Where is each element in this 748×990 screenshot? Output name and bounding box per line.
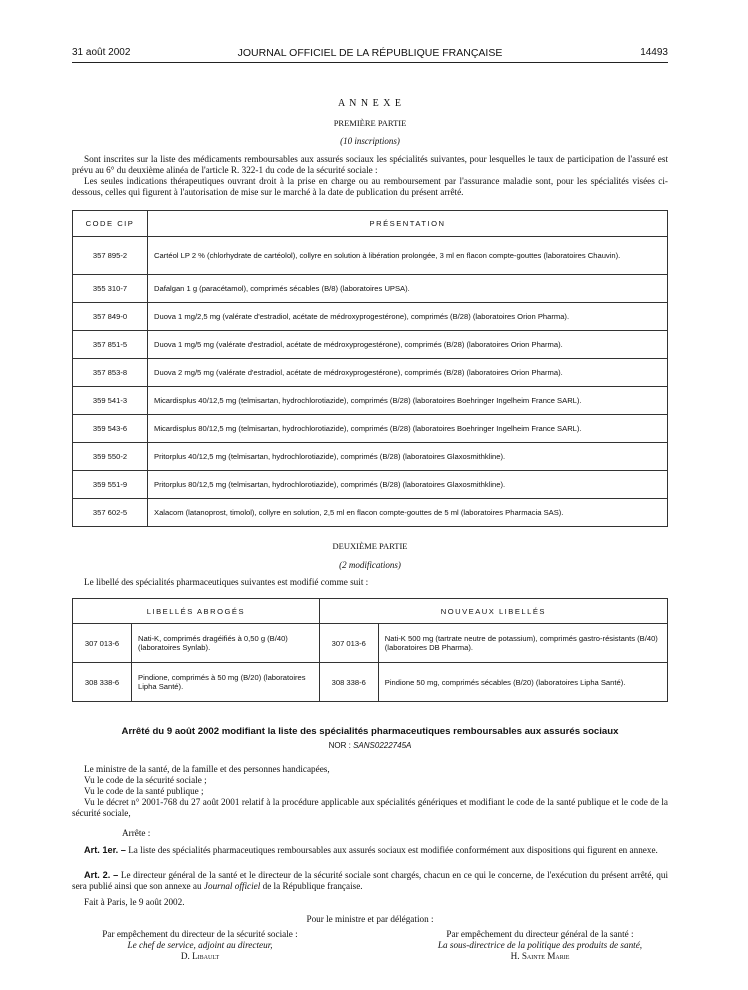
signature-right — [395, 929, 685, 962]
art1-label: Art. 1er. – — [84, 845, 126, 855]
cip-code: 357 602-5 — [73, 499, 148, 527]
sig-right-name: H. Sainte Marie — [510, 951, 570, 961]
table-row — [73, 471, 668, 499]
sig-left-line1: Par empêchement du directeur de la sécurité sociale : — [102, 929, 298, 939]
old-cip-code: 307 013-6 — [73, 624, 132, 663]
table-row — [73, 624, 668, 663]
vise-csp: Vu le code de la santé publique ; — [84, 786, 204, 796]
new-label: Nati-K 500 mg (tartrate neutre de potassium), comprimés gastro-résistants (B/40) (laboratoires DB Pharma). — [378, 624, 667, 663]
vise-css: Vu le code de la sécurité sociale ; — [84, 775, 207, 785]
arrete-word: Arrête : — [122, 828, 151, 838]
nor-reference — [72, 741, 668, 750]
table-row — [73, 303, 668, 331]
part2-intro: Le libellé des spécialités pharmaceutiques suivantes est modifié comme suit : — [84, 577, 369, 587]
table-row — [73, 275, 668, 303]
arrete-title: Arrêté du 9 août 2002 modifiant la liste des spécialités pharmaceutiques remboursables aux assurés sociaux — [121, 726, 619, 737]
header-rule — [72, 62, 668, 63]
part2-subtitle: (2 modifications) — [339, 560, 401, 570]
table-row — [73, 359, 668, 387]
inscriptions-table — [72, 210, 668, 527]
old-label: Pindione, comprimés à 50 mg (B/20) (laboratoires Lipha Santé). — [132, 663, 320, 702]
table-row — [73, 387, 668, 415]
pour-le-ministre: Pour le ministre et par délégation : — [306, 914, 434, 924]
part2-title: DEUXIÈME PARTIE — [332, 541, 408, 551]
presentation: Micardisplus 40/12,5 mg (telmisartan, hydrochlorotiazide), comprimés (B/28) (laboratoires Boehringer Ingelheim France SARL). — [148, 387, 668, 415]
nor-label: NOR : — [328, 741, 351, 750]
cip-code: 355 310-7 — [73, 275, 148, 303]
nor-code: SANS0222745A — [353, 741, 412, 750]
art2-label: Art. 2. – — [84, 870, 119, 880]
signature-left — [60, 929, 340, 962]
sig-left-line2: Le chef de service, adjoint au directeur, — [127, 940, 273, 950]
new-cip-code: 307 013-6 — [319, 624, 378, 663]
part1-intro-1: Sont inscrites sur la liste des médicaments remboursables aux assurés sociaux les spécialités suivantes, pour lesquelles le taux de participation de l'assuré est prévu au 6° du deuxième alinéa de l'article R. 322-1 du code de la sécurité sociale : — [72, 154, 668, 175]
presentation: Duova 1 mg/2,5 mg (valérate d'estradiol, acétate de médroxyprogestérone), comprimés (B/28) (laboratoires Orion Pharma). — [148, 303, 668, 331]
new-label: Pindione 50 mg, comprimés sécables (B/20) (laboratoires Lipha Santé). — [378, 663, 667, 702]
art2-journal: Journal officiel — [203, 881, 261, 891]
cip-code: 357 851-5 — [73, 331, 148, 359]
table-row — [73, 237, 668, 275]
presentation: Xalacom (latanoprost, timolol), collyre en solution, 2,5 ml en flacon compte-gouttes de 5 ml (laboratoires Pharmacia SAS). — [148, 499, 668, 527]
part1-title: PREMIÈRE PARTIE — [333, 118, 407, 128]
part1-intro-2: Les seules indications thérapeutiques ouvrant droit à la prise en charge ou au remboursement par l'assurance maladie sont, pour les spécialités visées ci-dessous, celles qui figurent à l'autorisation de mise sur le marché à la date de publication du présent arrêté. — [72, 176, 668, 197]
modifications-table — [72, 598, 668, 702]
table-row — [73, 331, 668, 359]
cip-code: 359 550-2 — [73, 443, 148, 471]
presentation: Duova 1 mg/5 mg (valérate d'estradiol, acétate de médroxyprogestérone), comprimés (B/28) (laboratoires Orion Pharma). — [148, 331, 668, 359]
page-number: 14493 — [640, 47, 668, 58]
fait-a-paris: Fait à Paris, le 9 août 2002. — [84, 897, 185, 907]
sig-right-line1: Par empêchement du directeur général de la santé : — [446, 929, 634, 939]
sig-right-line2: La sous-directrice de la politique des produits de santé, — [437, 940, 643, 950]
table-row — [73, 499, 668, 527]
art2-text-b: de la République française. — [262, 881, 363, 891]
cip-code: 359 543-6 — [73, 415, 148, 443]
part1-subtitle: (10 inscriptions) — [340, 136, 400, 146]
cip-code: 359 551-9 — [73, 471, 148, 499]
issue-date: 31 août 2002 — [72, 47, 131, 58]
presentation: Duova 2 mg/5 mg (valérate d'estradiol, acétate de médroxyprogestérone), comprimés (B/28) (laboratoires Orion Pharma). — [148, 359, 668, 387]
new-cip-code: 308 338-6 — [319, 663, 378, 702]
sig-left-name: D. Libault — [180, 951, 220, 961]
cip-code: 357 853-8 — [73, 359, 148, 387]
table-row — [73, 415, 668, 443]
article-2 — [72, 870, 668, 892]
article-1 — [72, 845, 668, 856]
col-presentation: PRÉSENTATION — [148, 211, 668, 237]
journal-title: JOURNAL OFFICIEL DE LA RÉPUBLIQUE FRANÇAISE — [237, 47, 503, 59]
col-libelles-abroges: LIBELLÉS ABROGÉS — [73, 599, 320, 624]
vise-minister: Le ministre de la santé, de la famille et des personnes handicapées, — [84, 764, 330, 774]
old-cip-code: 308 338-6 — [73, 663, 132, 702]
presentation: Micardisplus 80/12,5 mg (telmisartan, hydrochlorotiazide), comprimés (B/28) (laboratoires Boehringer Ingelheim France SARL). — [148, 415, 668, 443]
annexe-title: A N N E X E — [337, 98, 403, 109]
art1-text: La liste des spécialités pharmaceutiques remboursables aux assurés sociaux est modifiée conformément aux dispositions qui figurent en annexe. — [128, 845, 658, 855]
presentation: Pritorplus 40/12,5 mg (telmisartan, hydrochlorotiazide), comprimés (B/28) (laboratoires Glaxosmithkline). — [148, 443, 668, 471]
presentation: Cartéol LP 2 % (chlorhydrate de cartéolol), collyre en solution à libération prolongée, 3 ml en flacon compte-gouttes (laboratoires Chauvin). — [148, 237, 668, 275]
table-row — [73, 443, 668, 471]
col-code-cip: CODE CIP — [73, 211, 148, 237]
table-row — [73, 663, 668, 702]
presentation: Dafalgan 1 g (paracétamol), comprimés sécables (B/8) (laboratoires UPSA). — [148, 275, 668, 303]
cip-code: 357 849-0 — [73, 303, 148, 331]
art2-text-a: Le directeur général de la santé et le directeur de la sécurité sociale sont chargés, chacun en ce qui le concerne, de l'exécution du présent arrêté, qui sera publié ainsi que son annexe au — [72, 870, 669, 891]
cip-code: 357 895-2 — [73, 237, 148, 275]
old-label: Nati-K, comprimés dragéifiés à 0,50 g (B/40) (laboratoires Synlab). — [132, 624, 320, 663]
presentation: Pritorplus 80/12,5 mg (telmisartan, hydrochlorotiazide), comprimés (B/28) (laboratoires Glaxosmithkline). — [148, 471, 668, 499]
cip-code: 359 541-3 — [73, 387, 148, 415]
col-nouveaux-libelles: NOUVEAUX LIBELLÉS — [319, 599, 667, 624]
vise-decret: Vu le décret n° 2001-768 du 27 août 2001 relatif à la procédure applicable aux spécialités génériques et modifiant le code de la santé publique et le code de la sécurité sociale, — [72, 797, 668, 818]
